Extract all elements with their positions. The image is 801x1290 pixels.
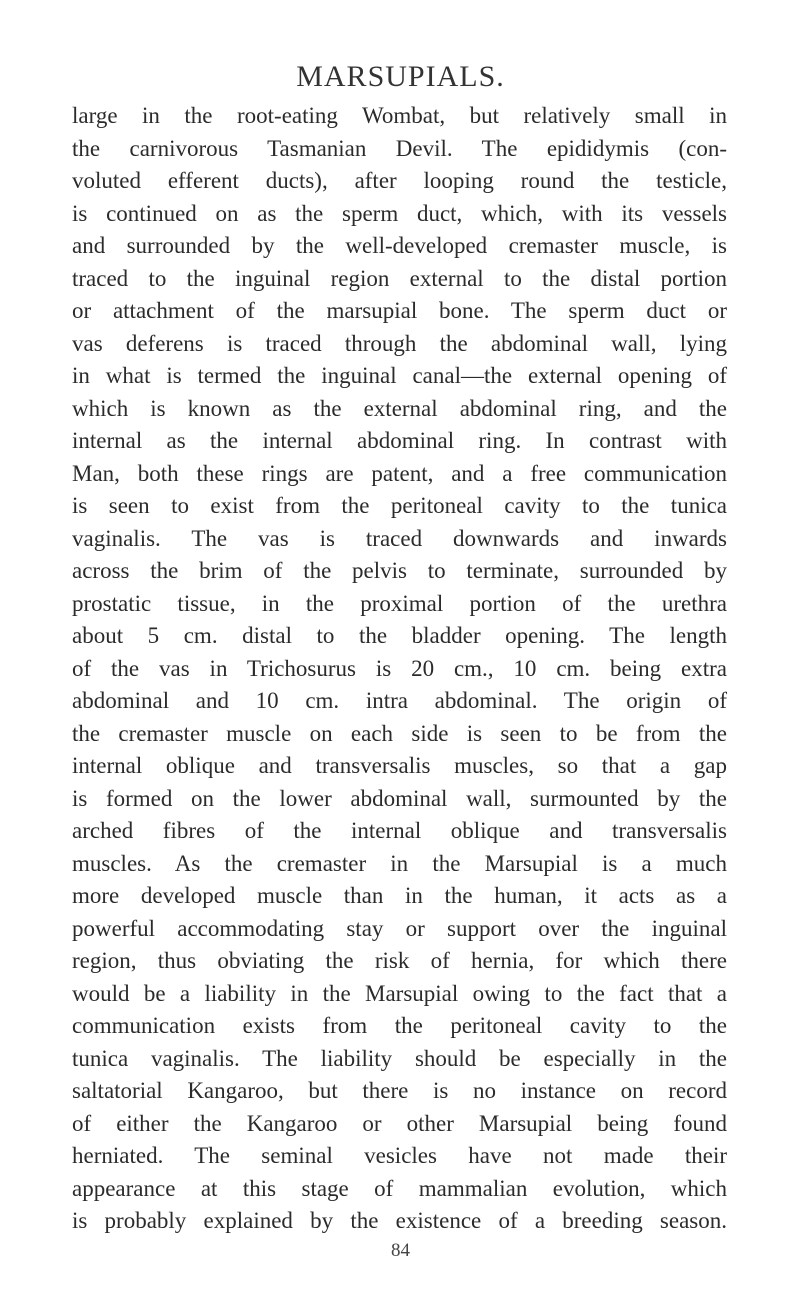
text-line: internal oblique and transversalis muscles, so that a gap xyxy=(72,753,727,778)
text-line: is seen to exist from the peritoneal cavity to the tunica xyxy=(72,493,727,518)
text-line: about 5 cm. distal to the bladder opening. The length xyxy=(72,623,727,648)
text-line: powerful accommodating stay or support over the inguinal xyxy=(72,915,727,941)
body-paragraph xyxy=(72,100,727,1238)
text-line: muscles. As the cremaster in the Marsupial is a much xyxy=(72,850,727,876)
text-line: is probably explained by the existence of a breeding season. xyxy=(72,1208,727,1233)
text-line: abdominal and 10 cm. intra abdominal. The origin of xyxy=(72,688,727,713)
text-line: more developed muscle than in the human, it acts as a xyxy=(72,883,727,908)
text-line: Man, both these rings are patent, and a free communication xyxy=(72,460,727,486)
text-line: communication exists from the peritoneal cavity to the xyxy=(72,1013,727,1038)
text-line: saltatorial Kangaroo, but there is no instance on record xyxy=(72,1078,727,1103)
text-line: which is known as the external abdominal ring, and the xyxy=(72,395,727,421)
text-line: across the brim of the pelvis to terminate, surrounded by xyxy=(72,558,727,583)
text-line: of the vas in Trichosurus is 20 cm., 10 cm. being extra xyxy=(72,655,727,681)
text-line: appearance at this stage of mammalian evolution, which xyxy=(72,1175,727,1201)
text-line: arched fibres of the internal oblique and transversalis xyxy=(72,818,727,843)
text-line: the cremaster muscle on each side is seen to be from the xyxy=(72,720,727,746)
text-line: and surrounded by the well-developed cremaster muscle, is xyxy=(72,233,727,258)
text-line: large in the root-eating Wombat, but relatively small in xyxy=(72,103,727,128)
text-line: or attachment of the marsupial bone. The sperm duct or xyxy=(72,298,727,323)
text-line: of either the Kangaroo or other Marsupial being found xyxy=(72,1110,727,1136)
text-line: is formed on the lower abdominal wall, surmounted by the xyxy=(72,785,727,811)
text-line: vas deferens is traced through the abdominal wall, lying xyxy=(72,330,727,356)
running-head: MARSUPIALS. xyxy=(296,60,505,93)
text-line: the carnivorous Tasmanian Devil. The epididymis (con- xyxy=(72,135,727,161)
text-line: voluted efferent ducts), after looping round the testicle, xyxy=(72,168,727,193)
text-line: would be a liability in the Marsupial owing to the fact that a xyxy=(72,980,727,1006)
text-line: region, thus obviating the risk of hernia, for which there xyxy=(72,948,727,973)
text-line: internal as the internal abdominal ring. In contrast with xyxy=(72,428,727,453)
text-line: tunica vaginalis. The liability should be especially in the xyxy=(72,1045,727,1071)
page-number: 84 xyxy=(391,1240,410,1261)
text-line: vaginalis. The vas is traced downwards and inwards xyxy=(72,525,727,551)
text-line: prostatic tissue, in the proximal portion of the urethra xyxy=(72,590,727,616)
text-line: in what is termed the inguinal canal—the external opening of xyxy=(72,363,727,388)
text-line: is continued on as the sperm duct, which, with its vessels xyxy=(72,200,727,226)
text-line: traced to the inguinal region external to the distal portion xyxy=(72,265,727,291)
text-line: herniated. The seminal vesicles have not made their xyxy=(72,1143,727,1168)
